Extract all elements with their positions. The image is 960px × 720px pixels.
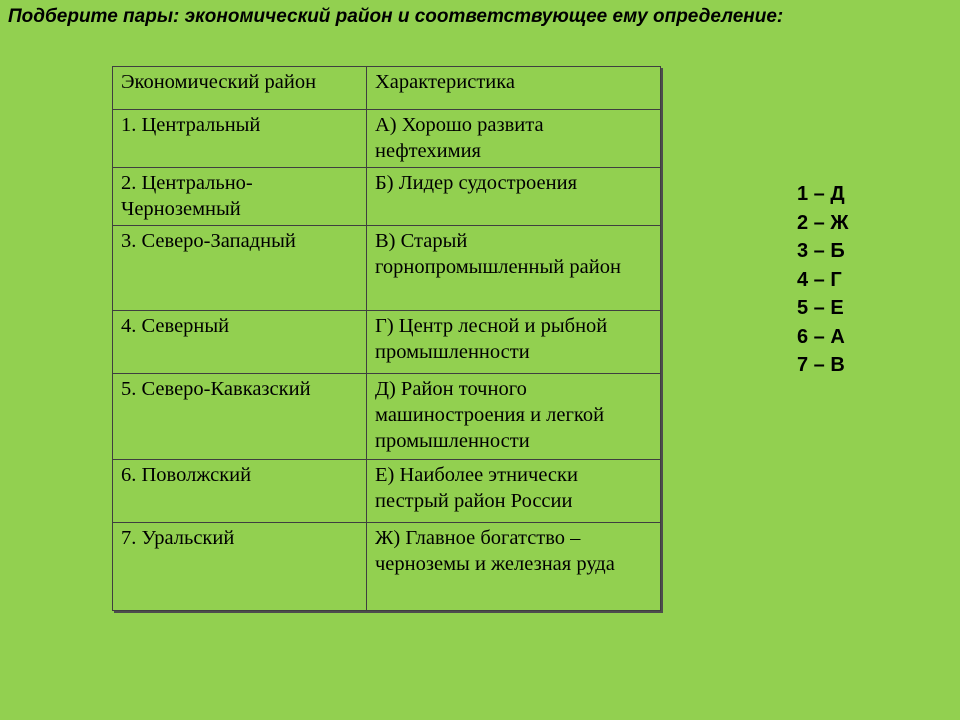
table-row: [113, 110, 661, 168]
header-feature: Характеристика: [367, 67, 661, 110]
answer-key: [797, 180, 848, 380]
table-row: [113, 523, 661, 611]
feature-cell: А) Хорошо развита нефтехимия: [367, 110, 661, 168]
header-region: Экономический район: [113, 67, 367, 110]
answer-item: 7 – В: [797, 354, 845, 376]
table-row: [113, 311, 661, 374]
table-row: [113, 168, 661, 226]
answer-item: 6 – А: [797, 325, 845, 348]
feature-cell: Е) Наиболее этнически пестрый район России: [367, 460, 661, 523]
answer-item: 2 – Ж: [797, 211, 849, 234]
region-cell: 7. Уральский: [113, 523, 367, 611]
region-cell: 6. Поволжский: [113, 460, 367, 523]
region-cell: 1. Центральный: [113, 110, 367, 168]
feature-cell: В) Старый горнопромышленный район: [367, 226, 661, 311]
answer-item: 1 – Д: [797, 183, 845, 205]
table-header-row: [113, 67, 661, 110]
answer-item: 4 – Г: [797, 268, 842, 291]
table-row: [113, 374, 661, 460]
feature-cell: Ж) Главное богатство – черноземы и железная руда: [367, 523, 661, 611]
region-cell: 5. Северо-Кавказский: [113, 374, 367, 460]
table-row: [113, 460, 661, 523]
task-heading: Подберите пары: экономический район и соответствующее ему определение:: [8, 6, 784, 27]
answer-item: 3 – Б: [797, 240, 845, 262]
region-cell: 4. Северный: [113, 311, 367, 374]
answer-item: 5 – Е: [797, 297, 844, 319]
region-cell: 2. Центрально-Черноземный: [113, 168, 367, 226]
feature-cell: Д) Район точного машиностроения и легкой промышленности: [367, 374, 661, 460]
matching-table: [112, 66, 661, 611]
table-row: [113, 226, 661, 311]
region-cell: 3. Северо-Западный: [113, 226, 367, 311]
feature-cell: Б) Лидер судостроения: [367, 168, 661, 226]
feature-cell: Г) Центр лесной и рыбной промышленности: [367, 311, 661, 374]
